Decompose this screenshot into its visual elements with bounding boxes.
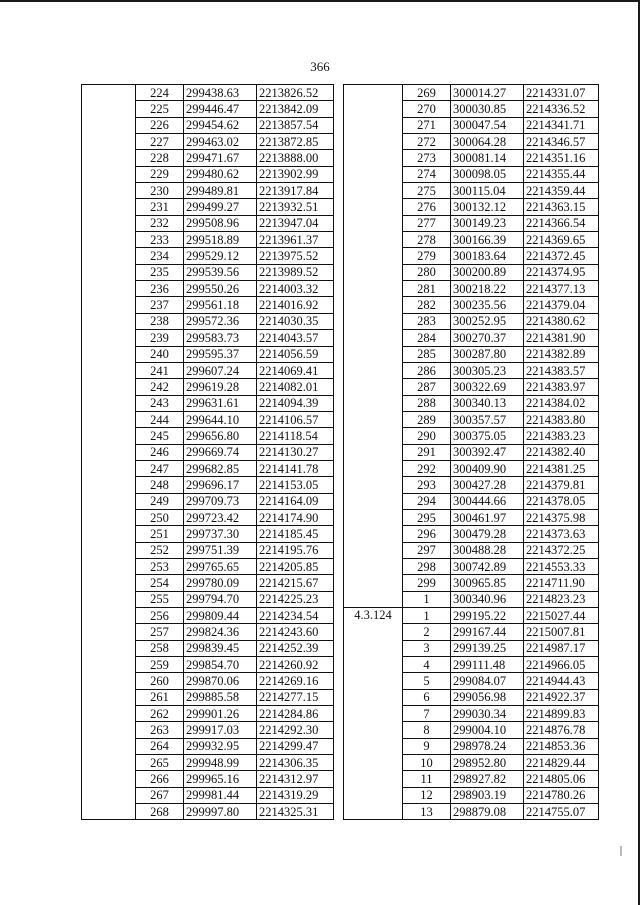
point-number-cell: 226 (136, 117, 184, 133)
x-coordinate-cell: 299539.56 (184, 264, 257, 280)
point-number-cell: 266 (136, 771, 184, 787)
point-number-cell: 256 (136, 608, 184, 624)
x-coordinate-cell: 299948.99 (184, 755, 257, 771)
x-coordinate-cell: 299965.16 (184, 771, 257, 787)
point-number-cell: 279 (403, 248, 451, 264)
y-coordinate-cell: 2214195.76 (257, 542, 334, 558)
y-coordinate-cell: 2214094.39 (257, 395, 334, 411)
point-number-cell: 227 (136, 134, 184, 150)
x-coordinate-cell: 299870.06 (184, 673, 257, 689)
y-coordinate-cell: 2214164.09 (257, 493, 334, 509)
x-coordinate-cell: 299518.89 (184, 232, 257, 248)
y-coordinate-cell: 2214312.97 (257, 771, 334, 787)
point-number-cell: 242 (136, 379, 184, 395)
x-coordinate-cell: 299550.26 (184, 281, 257, 297)
x-coordinate-cell: 299446.47 (184, 101, 257, 117)
point-number-cell: 241 (136, 362, 184, 378)
x-coordinate-cell: 300047.54 (451, 117, 524, 133)
point-number-cell: 297 (403, 542, 451, 558)
y-coordinate-cell: 2214876.78 (524, 722, 599, 738)
y-coordinate-cell: 2214243.60 (257, 624, 334, 640)
point-number-cell: 252 (136, 542, 184, 558)
y-coordinate-cell: 2214899.83 (524, 706, 599, 722)
y-coordinate-cell: 2214346.57 (524, 134, 599, 150)
y-coordinate-cell: 2214355.44 (524, 166, 599, 182)
point-number-cell: 246 (136, 444, 184, 460)
x-coordinate-cell: 299669.74 (184, 444, 257, 460)
point-number-cell: 224 (136, 85, 184, 101)
y-coordinate-cell: 2214382.89 (524, 346, 599, 362)
y-coordinate-cell: 2214106.57 (257, 411, 334, 427)
y-coordinate-cell: 2214378.05 (524, 493, 599, 509)
y-coordinate-cell: 2214384.02 (524, 395, 599, 411)
point-number-cell: 285 (403, 346, 451, 362)
point-number-cell: 228 (136, 150, 184, 166)
x-coordinate-cell: 299195.22 (451, 608, 524, 624)
y-coordinate-cell: 2214299.47 (257, 738, 334, 754)
point-number-cell: 298 (403, 558, 451, 574)
x-coordinate-cell: 300287.80 (451, 346, 524, 362)
x-coordinate-cell: 299084.07 (451, 673, 524, 689)
point-number-cell: 260 (136, 673, 184, 689)
point-number-cell: 257 (136, 624, 184, 640)
x-coordinate-cell: 300340.13 (451, 395, 524, 411)
point-number-cell: 291 (403, 444, 451, 460)
x-coordinate-cell: 298879.08 (451, 804, 524, 820)
x-coordinate-cell: 299932.95 (184, 738, 257, 754)
y-coordinate-cell: 2214755.07 (524, 804, 599, 820)
point-number-cell: 229 (136, 166, 184, 182)
y-coordinate-cell: 2214234.54 (257, 608, 334, 624)
x-coordinate-cell: 298927.82 (451, 771, 524, 787)
point-number-cell: 294 (403, 493, 451, 509)
point-number-cell: 10 (403, 755, 451, 771)
scan-edge-top (0, 0, 640, 2)
x-coordinate-cell: 299583.73 (184, 330, 257, 346)
point-number-cell: 235 (136, 264, 184, 280)
x-coordinate-cell: 298903.19 (451, 787, 524, 803)
x-coordinate-cell: 299917.03 (184, 722, 257, 738)
y-coordinate-cell: 2214016.92 (257, 297, 334, 313)
y-coordinate-cell: 2214374.95 (524, 264, 599, 280)
point-number-cell: 4 (403, 657, 451, 673)
point-number-cell: 265 (136, 755, 184, 771)
point-number-cell: 290 (403, 428, 451, 444)
x-coordinate-cell: 299111.48 (451, 657, 524, 673)
x-coordinate-cell: 299030.34 (451, 706, 524, 722)
y-coordinate-cell: 2214205.85 (257, 558, 334, 574)
point-number-cell: 280 (403, 264, 451, 280)
y-coordinate-cell: 2214383.23 (524, 428, 599, 444)
x-coordinate-cell: 300030.85 (451, 101, 524, 117)
x-coordinate-cell: 299723.42 (184, 509, 257, 525)
point-number-cell: 287 (403, 379, 451, 395)
x-coordinate-cell: 299644.10 (184, 411, 257, 427)
point-number-cell: 289 (403, 411, 451, 427)
point-number-cell: 262 (136, 706, 184, 722)
y-coordinate-cell: 2213826.52 (257, 85, 334, 101)
point-number-cell: 275 (403, 183, 451, 199)
x-coordinate-cell: 299794.70 (184, 591, 257, 607)
y-coordinate-cell: 2214030.35 (257, 313, 334, 329)
y-coordinate-cell: 2214003.32 (257, 281, 334, 297)
y-coordinate-cell: 2214805.06 (524, 771, 599, 787)
x-coordinate-cell: 299839.45 (184, 640, 257, 656)
y-coordinate-cell: 2214829.44 (524, 755, 599, 771)
x-coordinate-cell: 300965.85 (451, 575, 524, 591)
x-coordinate-cell: 300444.66 (451, 493, 524, 509)
x-coordinate-cell: 299997.80 (184, 804, 257, 820)
x-coordinate-cell: 299709.73 (184, 493, 257, 509)
point-number-cell: 11 (403, 771, 451, 787)
point-number-cell: 258 (136, 640, 184, 656)
point-number-cell: 248 (136, 477, 184, 493)
y-coordinate-cell: 2215027.44 (524, 608, 599, 624)
x-coordinate-cell: 300183.64 (451, 248, 524, 264)
point-number-cell: 272 (403, 134, 451, 150)
point-number-cell: 273 (403, 150, 451, 166)
x-coordinate-cell: 300014.27 (451, 85, 524, 101)
y-coordinate-cell: 2214284.86 (257, 706, 334, 722)
x-coordinate-cell: 299751.39 (184, 542, 257, 558)
y-coordinate-cell: 2214225.23 (257, 591, 334, 607)
y-coordinate-cell: 2214351.16 (524, 150, 599, 166)
point-number-cell: 233 (136, 232, 184, 248)
point-number-cell: 251 (136, 526, 184, 542)
x-coordinate-cell: 300132.12 (451, 199, 524, 215)
x-coordinate-cell: 300235.56 (451, 297, 524, 313)
section-cell (82, 85, 136, 820)
point-number-cell: 255 (136, 591, 184, 607)
point-number-cell: 9 (403, 738, 451, 754)
x-coordinate-cell: 299529.12 (184, 248, 257, 264)
point-number-cell: 274 (403, 166, 451, 182)
x-coordinate-cell: 298952.80 (451, 755, 524, 771)
x-coordinate-cell: 299056.98 (451, 689, 524, 705)
table-row (344, 608, 599, 624)
y-coordinate-cell: 2213872.85 (257, 134, 334, 150)
x-coordinate-cell: 300200.89 (451, 264, 524, 280)
point-number-cell: 286 (403, 362, 451, 378)
point-number-cell: 276 (403, 199, 451, 215)
y-coordinate-cell: 2214319.29 (257, 787, 334, 803)
point-number-cell: 254 (136, 575, 184, 591)
x-coordinate-cell: 299139.25 (451, 640, 524, 656)
x-coordinate-cell: 299454.62 (184, 117, 257, 133)
point-number-cell: 269 (403, 85, 451, 101)
x-coordinate-cell: 300461.97 (451, 509, 524, 525)
y-coordinate-cell: 2214373.63 (524, 526, 599, 542)
point-number-cell: 231 (136, 199, 184, 215)
point-number-cell: 240 (136, 346, 184, 362)
point-number-cell: 299 (403, 575, 451, 591)
x-coordinate-cell: 299631.61 (184, 395, 257, 411)
x-coordinate-cell: 300064.28 (451, 134, 524, 150)
y-coordinate-cell: 2214118.54 (257, 428, 334, 444)
point-number-cell: 296 (403, 526, 451, 542)
x-coordinate-cell: 299765.65 (184, 558, 257, 574)
point-number-cell: 230 (136, 183, 184, 199)
section-cell: 4.3.124 (344, 608, 403, 820)
x-coordinate-cell: 299480.62 (184, 166, 257, 182)
x-coordinate-cell: 300375.05 (451, 428, 524, 444)
x-coordinate-cell: 299981.44 (184, 787, 257, 803)
point-number-cell: 249 (136, 493, 184, 509)
point-number-cell: 250 (136, 509, 184, 525)
point-number-cell: 267 (136, 787, 184, 803)
y-coordinate-cell: 2213842.09 (257, 101, 334, 117)
y-coordinate-cell: 2214153.05 (257, 477, 334, 493)
y-coordinate-cell: 2214043.57 (257, 330, 334, 346)
x-coordinate-cell: 299004.10 (451, 722, 524, 738)
x-coordinate-cell: 300270.37 (451, 330, 524, 346)
point-number-cell: 245 (136, 428, 184, 444)
y-coordinate-cell: 2214252.39 (257, 640, 334, 656)
y-coordinate-cell: 2214366.54 (524, 215, 599, 231)
point-number-cell: 236 (136, 281, 184, 297)
x-coordinate-cell: 299595.37 (184, 346, 257, 362)
x-coordinate-cell: 299737.30 (184, 526, 257, 542)
x-coordinate-cell: 299854.70 (184, 657, 257, 673)
y-coordinate-cell: 2213932.51 (257, 199, 334, 215)
y-coordinate-cell: 2214292.30 (257, 722, 334, 738)
point-number-cell: 292 (403, 460, 451, 476)
point-number-cell: 5 (403, 673, 451, 689)
point-number-cell: 268 (136, 804, 184, 820)
point-number-cell: 8 (403, 722, 451, 738)
x-coordinate-cell: 300218.22 (451, 281, 524, 297)
point-number-cell: 1 (403, 591, 451, 607)
y-coordinate-cell: 2214277.15 (257, 689, 334, 705)
point-number-cell: 243 (136, 395, 184, 411)
y-coordinate-cell: 2214379.04 (524, 297, 599, 313)
point-number-cell: 239 (136, 330, 184, 346)
point-number-cell: 270 (403, 101, 451, 117)
x-coordinate-cell: 299463.02 (184, 134, 257, 150)
x-coordinate-cell: 299438.63 (184, 85, 257, 101)
y-coordinate-cell: 2214141.78 (257, 460, 334, 476)
scan-mark (620, 846, 622, 856)
y-coordinate-cell: 2214215.67 (257, 575, 334, 591)
y-coordinate-cell: 2214269.16 (257, 673, 334, 689)
point-number-cell: 253 (136, 558, 184, 574)
y-coordinate-cell: 2214944.43 (524, 673, 599, 689)
x-coordinate-cell: 300479.28 (451, 526, 524, 542)
y-coordinate-cell: 2214325.31 (257, 804, 334, 820)
x-coordinate-cell: 300149.23 (451, 215, 524, 231)
y-coordinate-cell: 2214375.98 (524, 509, 599, 525)
y-coordinate-cell: 2214381.25 (524, 460, 599, 476)
x-coordinate-cell: 300340.96 (451, 591, 524, 607)
point-number-cell: 6 (403, 689, 451, 705)
x-coordinate-cell: 299885.58 (184, 689, 257, 705)
x-coordinate-cell: 299619.28 (184, 379, 257, 395)
point-number-cell: 271 (403, 117, 451, 133)
x-coordinate-cell: 299824.36 (184, 624, 257, 640)
y-coordinate-cell: 2213989.52 (257, 264, 334, 280)
y-coordinate-cell: 2214380.62 (524, 313, 599, 329)
y-coordinate-cell: 2214082.01 (257, 379, 334, 395)
point-number-cell: 7 (403, 706, 451, 722)
y-coordinate-cell: 2214260.92 (257, 657, 334, 673)
x-coordinate-cell: 298978.24 (451, 738, 524, 754)
point-number-cell: 293 (403, 477, 451, 493)
y-coordinate-cell: 2214359.44 (524, 183, 599, 199)
point-number-cell: 295 (403, 509, 451, 525)
y-coordinate-cell: 2214056.59 (257, 346, 334, 362)
y-coordinate-cell: 2214711.90 (524, 575, 599, 591)
x-coordinate-cell: 300252.95 (451, 313, 524, 329)
x-coordinate-cell: 299508.96 (184, 215, 257, 231)
x-coordinate-cell: 299167.44 (451, 624, 524, 640)
coordinates-table-left (81, 84, 334, 820)
y-coordinate-cell: 2214174.90 (257, 509, 334, 525)
point-number-cell: 247 (136, 460, 184, 476)
point-number-cell: 281 (403, 281, 451, 297)
table-row (82, 85, 334, 101)
y-coordinate-cell: 2213975.52 (257, 248, 334, 264)
y-coordinate-cell: 2213857.54 (257, 117, 334, 133)
y-coordinate-cell: 2214372.25 (524, 542, 599, 558)
point-number-cell: 232 (136, 215, 184, 231)
x-coordinate-cell: 299607.24 (184, 362, 257, 378)
x-coordinate-cell: 299489.81 (184, 183, 257, 199)
y-coordinate-cell: 2214853.36 (524, 738, 599, 754)
point-number-cell: 263 (136, 722, 184, 738)
page-number: 366 (310, 59, 330, 74)
y-coordinate-cell: 2214780.26 (524, 787, 599, 803)
y-coordinate-cell: 2214331.07 (524, 85, 599, 101)
y-coordinate-cell: 2213888.00 (257, 150, 334, 166)
y-coordinate-cell: 2213902.99 (257, 166, 334, 182)
y-coordinate-cell: 2214383.80 (524, 411, 599, 427)
point-number-cell: 13 (403, 804, 451, 820)
y-coordinate-cell: 2214130.27 (257, 444, 334, 460)
x-coordinate-cell: 300427.28 (451, 477, 524, 493)
y-coordinate-cell: 2214987.17 (524, 640, 599, 656)
y-coordinate-cell: 2214823.23 (524, 591, 599, 607)
y-coordinate-cell: 2214382.40 (524, 444, 599, 460)
x-coordinate-cell: 300488.28 (451, 542, 524, 558)
y-coordinate-cell: 2215007.81 (524, 624, 599, 640)
x-coordinate-cell: 299561.18 (184, 297, 257, 313)
point-number-cell: 278 (403, 232, 451, 248)
point-number-cell: 277 (403, 215, 451, 231)
x-coordinate-cell: 300305.23 (451, 362, 524, 378)
y-coordinate-cell: 2214306.35 (257, 755, 334, 771)
y-coordinate-cell: 2213917.84 (257, 183, 334, 199)
y-coordinate-cell: 2214069.41 (257, 362, 334, 378)
point-number-cell: 284 (403, 330, 451, 346)
y-coordinate-cell: 2214379.81 (524, 477, 599, 493)
x-coordinate-cell: 299572.36 (184, 313, 257, 329)
y-coordinate-cell: 2214377.13 (524, 281, 599, 297)
y-coordinate-cell: 2214341.71 (524, 117, 599, 133)
table-row (344, 85, 599, 101)
point-number-cell: 2 (403, 624, 451, 640)
y-coordinate-cell: 2214381.90 (524, 330, 599, 346)
x-coordinate-cell: 299471.67 (184, 150, 257, 166)
x-coordinate-cell: 299682.85 (184, 460, 257, 476)
x-coordinate-cell: 300742.89 (451, 558, 524, 574)
y-coordinate-cell: 2214553.33 (524, 558, 599, 574)
x-coordinate-cell: 299901.26 (184, 706, 257, 722)
y-coordinate-cell: 2213947.04 (257, 215, 334, 231)
x-coordinate-cell: 300081.14 (451, 150, 524, 166)
point-number-cell: 1 (403, 608, 451, 624)
y-coordinate-cell: 2214369.65 (524, 232, 599, 248)
y-coordinate-cell: 2214383.57 (524, 362, 599, 378)
coordinates-table-right (343, 84, 599, 820)
x-coordinate-cell: 299780.09 (184, 575, 257, 591)
y-coordinate-cell: 2214922.37 (524, 689, 599, 705)
x-coordinate-cell: 299656.80 (184, 428, 257, 444)
point-number-cell: 282 (403, 297, 451, 313)
point-number-cell: 12 (403, 787, 451, 803)
x-coordinate-cell: 300392.47 (451, 444, 524, 460)
point-number-cell: 259 (136, 657, 184, 673)
point-number-cell: 238 (136, 313, 184, 329)
point-number-cell: 288 (403, 395, 451, 411)
x-coordinate-cell: 300322.69 (451, 379, 524, 395)
x-coordinate-cell: 299696.17 (184, 477, 257, 493)
point-number-cell: 237 (136, 297, 184, 313)
x-coordinate-cell: 300098.05 (451, 166, 524, 182)
y-coordinate-cell: 2214336.52 (524, 101, 599, 117)
y-coordinate-cell: 2214185.45 (257, 526, 334, 542)
point-number-cell: 225 (136, 101, 184, 117)
y-coordinate-cell: 2214966.05 (524, 657, 599, 673)
x-coordinate-cell: 299809.44 (184, 608, 257, 624)
y-coordinate-cell: 2214372.45 (524, 248, 599, 264)
point-number-cell: 234 (136, 248, 184, 264)
point-number-cell: 3 (403, 640, 451, 656)
point-number-cell: 244 (136, 411, 184, 427)
y-coordinate-cell: 2214363.15 (524, 199, 599, 215)
x-coordinate-cell: 300409.90 (451, 460, 524, 476)
x-coordinate-cell: 300357.57 (451, 411, 524, 427)
x-coordinate-cell: 300166.39 (451, 232, 524, 248)
x-coordinate-cell: 300115.04 (451, 183, 524, 199)
x-coordinate-cell: 299499.27 (184, 199, 257, 215)
y-coordinate-cell: 2213961.37 (257, 232, 334, 248)
y-coordinate-cell: 2214383.97 (524, 379, 599, 395)
point-number-cell: 283 (403, 313, 451, 329)
point-number-cell: 261 (136, 689, 184, 705)
point-number-cell: 264 (136, 738, 184, 754)
section-cell (344, 85, 403, 608)
